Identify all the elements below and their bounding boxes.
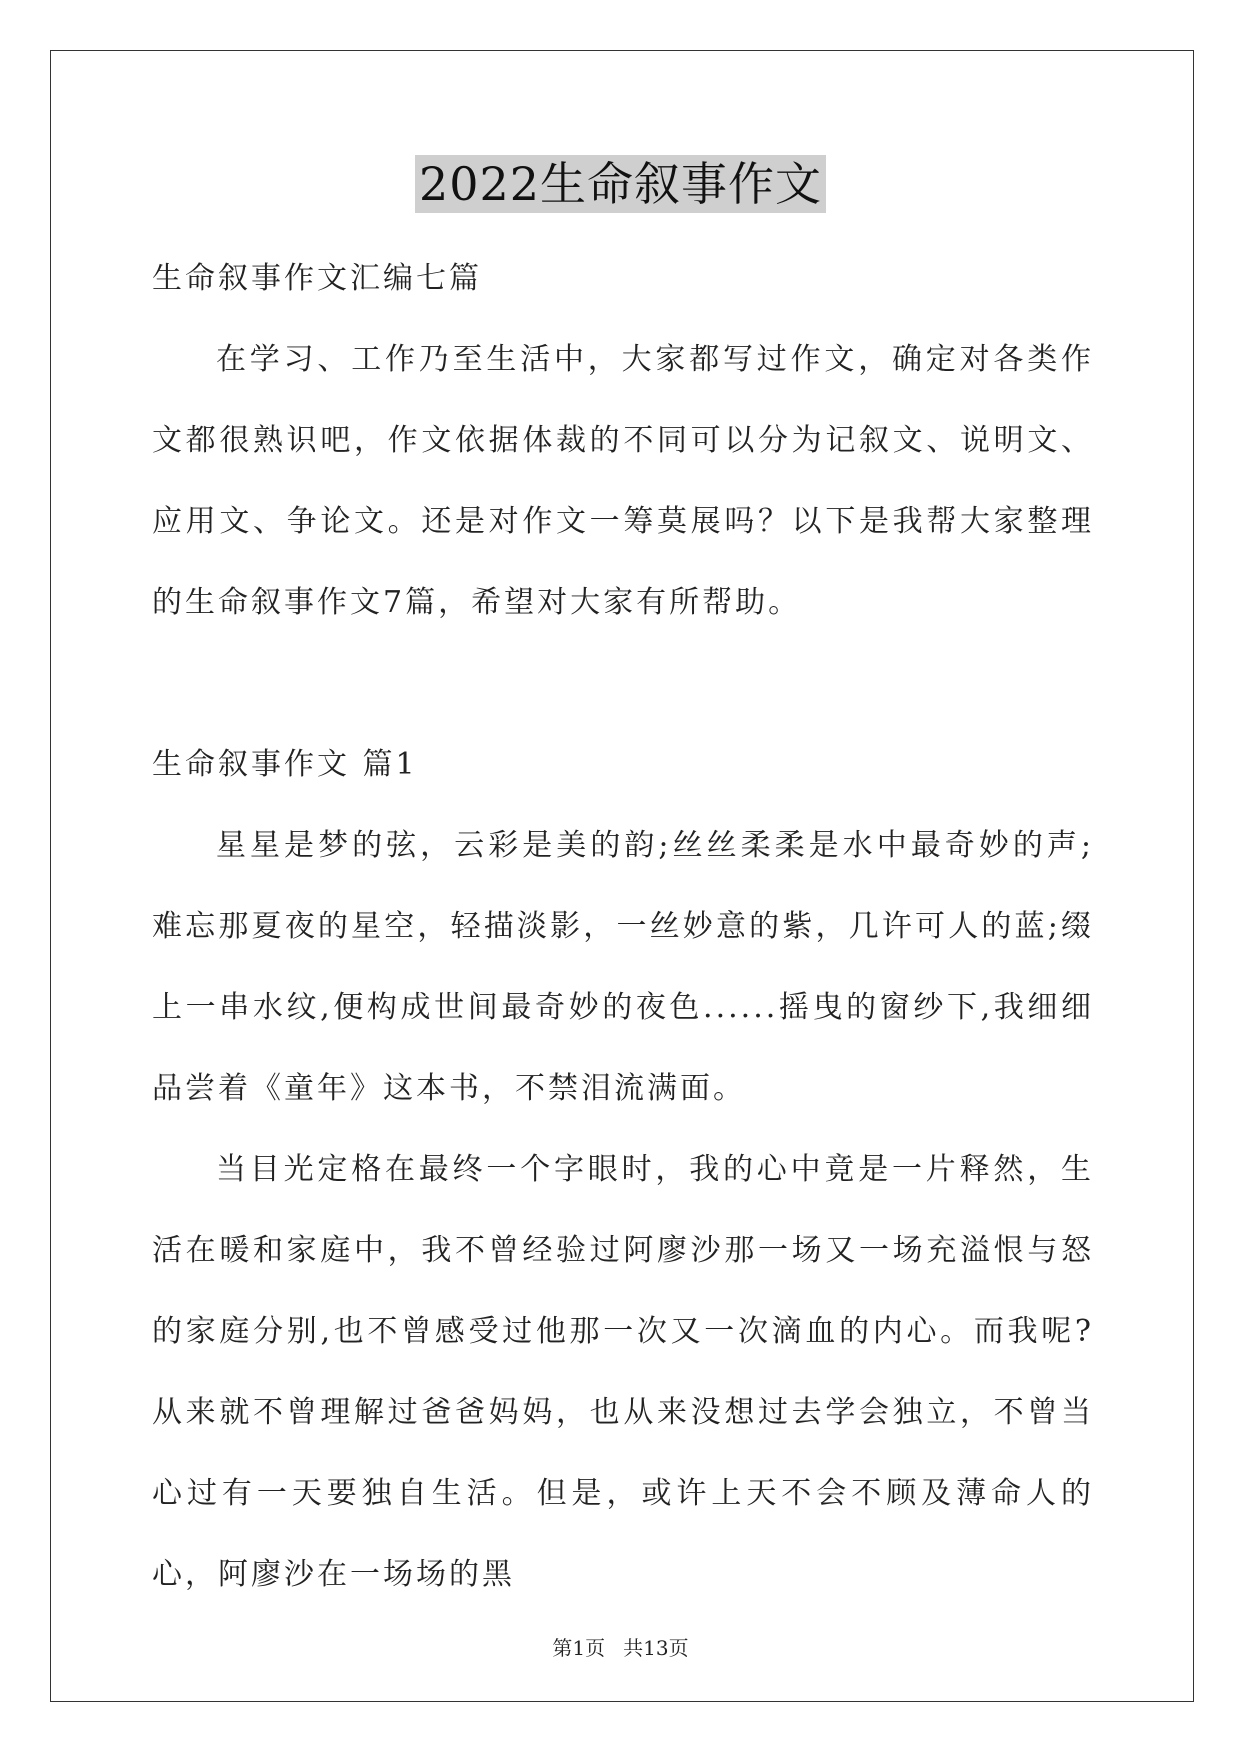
intro-paragraph: 在学习、工作乃至生活中，大家都写过作文，确定对各类作文都很熟识吧，作文依据体裁的不同可以分为记叙文、说明文、应用文、争论文。还是对作文一筹莫展吗？以下是我帮大家整理的生命叙事作文7篇，希望对大家有所帮助。 — [152, 342, 1094, 620]
page-number: 第1页 — [552, 1636, 606, 1660]
document-body — [152, 238, 1094, 1615]
title-container — [0, 155, 1241, 213]
document-title: 2022生命叙事作文 — [415, 155, 826, 213]
spacer — [152, 643, 1094, 724]
document-subtitle: 生命叙事作文汇编七篇 — [152, 261, 482, 296]
body-paragraph: 当目光定格在最终一个字眼时，我的心中竟是一片释然，生活在暖和家庭中，我不曾经验过阿廖沙那一场又一场充溢恨与怒的家庭分别,也不曾感受过他那一次又一次滴血的内心。而我呢?从来就不曾理解过爸爸妈妈，也从来没想过去学会独立，不曾当心过有一天要独自生活。但是，或许上天不会不顾及薄命人的心，阿廖沙在一场场的黑 — [152, 1152, 1094, 1592]
page-total: 共13页 — [623, 1636, 689, 1660]
section-heading: 生命叙事作文 篇1 — [152, 747, 418, 782]
page-footer — [0, 1632, 1241, 1661]
body-paragraph: 星星是梦的弦，云彩是美的韵;丝丝柔柔是水中最奇妙的声;难忘那夏夜的星空，轻描淡影，一丝妙意的紫，几许可人的蓝;缀上一串水纹,便构成世间最奇妙的夜色......摇曳的窗纱下,我细细品尝着《童年》这本书，不禁泪流满面。 — [152, 828, 1094, 1106]
